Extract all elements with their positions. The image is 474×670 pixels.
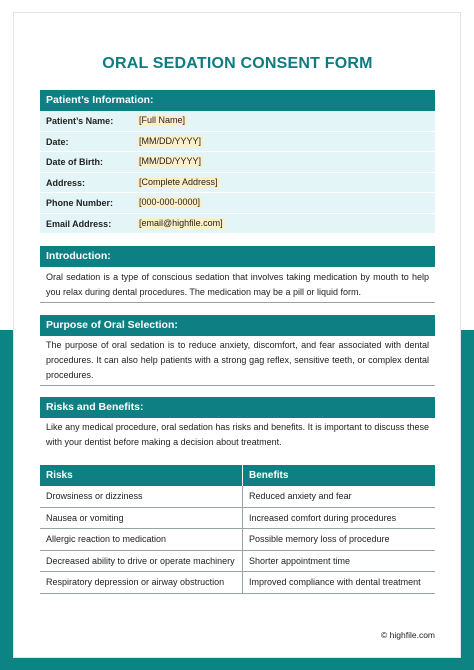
column-divider — [242, 572, 243, 593]
info-row-dob — [40, 152, 435, 173]
info-label: Patient’s Name: — [46, 116, 114, 126]
risks-benefits-heading: Risks and Benefits: — [40, 397, 435, 418]
info-row-email — [40, 214, 435, 235]
column-divider — [242, 486, 243, 507]
benefit-cell: Reduced anxiety and fear — [249, 491, 352, 501]
address-field[interactable]: [Complete Address] — [139, 176, 218, 187]
risks-benefits-table — [40, 465, 435, 594]
info-row-phone — [40, 193, 435, 214]
purpose-heading: Purpose of Oral Selection: — [40, 315, 435, 336]
benefit-cell: Increased comfort during procedures — [249, 512, 397, 523]
info-label: Date of Birth: — [46, 157, 103, 167]
introduction-text: Oral sedation is a type of conscious sedation that involves taking medication by mouth to help you relax during dental procedures. The medication may be a pill or liquid form. — [46, 272, 429, 297]
table-row — [40, 508, 435, 530]
section-divider — [40, 302, 435, 303]
column-divider — [242, 529, 243, 550]
table-row — [40, 572, 435, 594]
risks-benefits-text: Like any medical procedure, oral sedation has risks and benefits. It is important to discuss these with your dentist before making a decision about treatment. — [46, 422, 429, 447]
risk-cell: Respiratory depression or airway obstruction — [46, 577, 225, 587]
date-field[interactable]: [MM/DD/YYYY] — [139, 135, 202, 146]
benefits-column-header: Benefits — [249, 470, 289, 481]
footer-credit[interactable]: © highfile.com — [381, 630, 435, 640]
info-row-date — [40, 132, 435, 153]
column-divider — [242, 508, 243, 529]
email-field[interactable]: [email@highfile.com] — [139, 217, 223, 228]
risk-cell: Allergic reaction to medication — [46, 534, 167, 544]
info-label: Phone Number: — [46, 198, 114, 208]
info-label: Email Address: — [46, 218, 112, 229]
table-row — [40, 486, 435, 508]
risk-cell: Decreased ability to drive or operate machinery — [46, 555, 235, 566]
page-title: ORAL SEDATION CONSENT FORM — [102, 55, 373, 72]
info-label: Address: — [46, 177, 86, 188]
phone-field[interactable]: [000-000-0000] — [139, 197, 201, 207]
info-label: Date: — [46, 136, 69, 147]
benefit-cell: Possible memory loss of procedure — [249, 534, 390, 544]
risk-cell: Drowsiness or dizziness — [46, 491, 143, 501]
column-divider — [242, 465, 243, 486]
introduction-heading: Introduction: — [40, 246, 435, 267]
info-row-address — [40, 173, 435, 194]
risks-column-header: Risks — [46, 470, 73, 481]
table-row — [40, 551, 435, 573]
table-header — [40, 465, 435, 486]
dob-field[interactable]: [MM/DD/YYYY] — [139, 156, 202, 166]
info-row-name — [40, 111, 435, 132]
benefit-cell: Improved compliance with dental treatment — [249, 577, 421, 587]
risk-cell: Nausea or vomiting — [46, 512, 124, 523]
benefit-cell: Shorter appointment time — [249, 555, 351, 566]
purpose-text: The purpose of oral sedation is to reduce anxiety, discomfort, and fear associated with dental procedures. It can also help patients with a strong gag reflex, sensitive teeth, or complex dental procedures. — [46, 340, 429, 380]
table-row — [40, 529, 435, 551]
column-divider — [242, 551, 243, 572]
patient-info-heading: Patient’s Information: — [40, 90, 435, 111]
section-divider — [40, 385, 435, 386]
name-field[interactable]: [Full Name] — [139, 115, 186, 125]
